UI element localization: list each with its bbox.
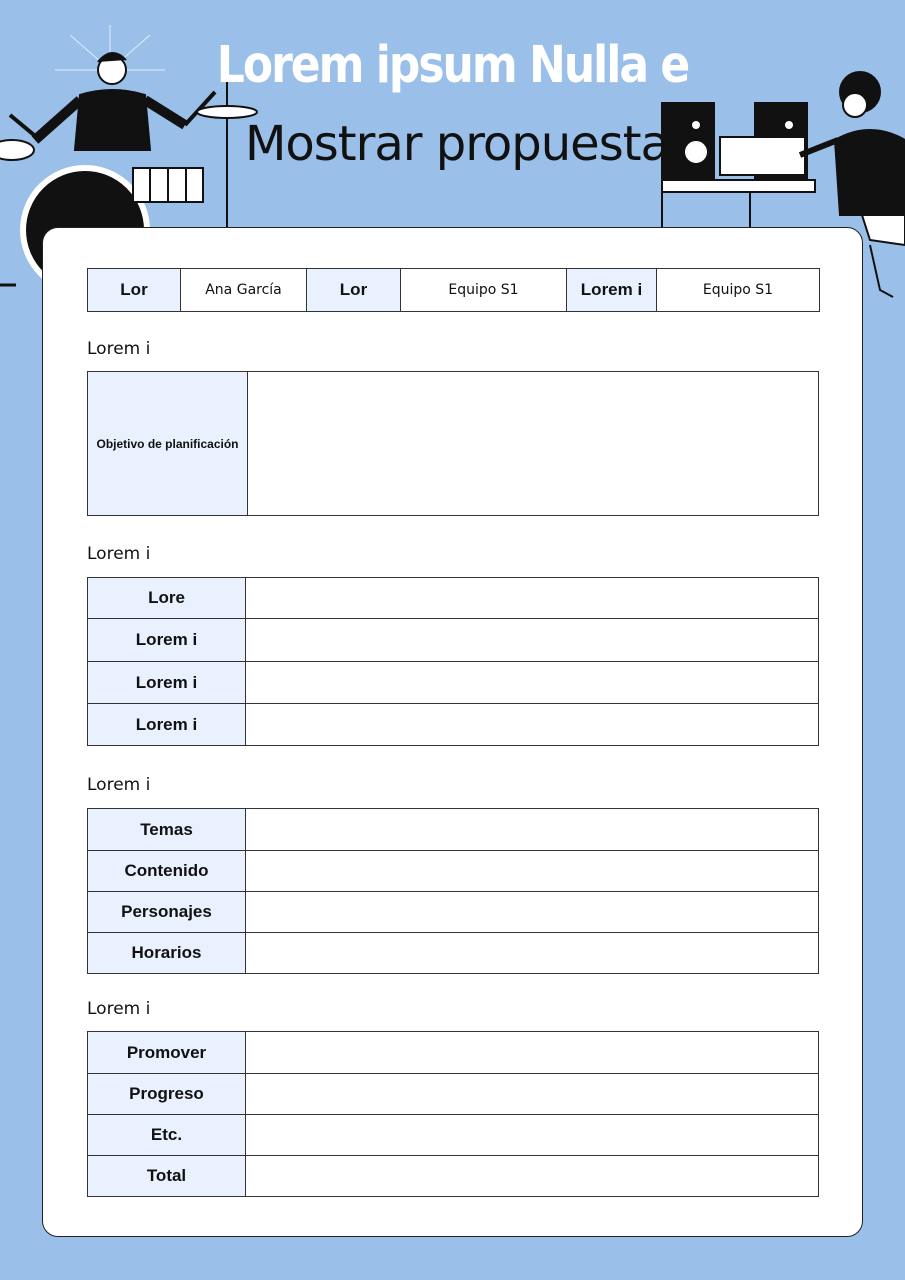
section-table [87,808,819,974]
row-label: Lorem i [88,704,246,746]
row-label: Progreso [88,1074,246,1115]
row-label: Promover [88,1032,246,1074]
row-field[interactable] [246,892,819,933]
info-label: Lor [307,269,401,312]
row-field[interactable] [246,1074,819,1115]
objective-field[interactable] [248,372,819,516]
row-label: Lorem i [88,662,246,704]
info-value-team[interactable]: Equipo S1 [657,269,820,312]
row-field[interactable] [246,704,819,746]
row-field[interactable] [246,619,819,662]
row-field[interactable] [246,578,819,619]
page-title: Mostrar propuesta [245,116,669,172]
section-title: Lorem i [87,999,151,1019]
row-label: Contenido [88,851,246,892]
info-label: Lorem i [567,269,657,312]
row-field[interactable] [246,851,819,892]
section-table [87,1031,819,1197]
row-field[interactable] [246,809,819,851]
row-label: Total [88,1156,246,1197]
section-title: Lorem i [87,544,151,564]
info-value-team[interactable]: Equipo S1 [401,269,567,312]
row-label: Etc. [88,1115,246,1156]
row-field[interactable] [246,1156,819,1197]
title-top: Lorem ipsum Nulla e [216,36,689,95]
row-label: Temas [88,809,246,851]
row-field[interactable] [246,933,819,974]
row-label: Lorem i [88,619,246,662]
row-field[interactable] [246,662,819,704]
objective-label: Objetivo de planificación [88,372,248,516]
row-label: Horarios [88,933,246,974]
section-table [87,577,819,746]
row-label: Lore [88,578,246,619]
section-title: Lorem i [87,775,151,795]
info-value-name[interactable]: Ana García [181,269,307,312]
form-card [42,227,863,1237]
info-label: Lor [88,269,181,312]
info-table [87,268,820,312]
section-title: Lorem i [87,339,151,359]
objective-table [87,371,819,516]
row-label: Personajes [88,892,246,933]
row-field[interactable] [246,1032,819,1074]
row-field[interactable] [246,1115,819,1156]
